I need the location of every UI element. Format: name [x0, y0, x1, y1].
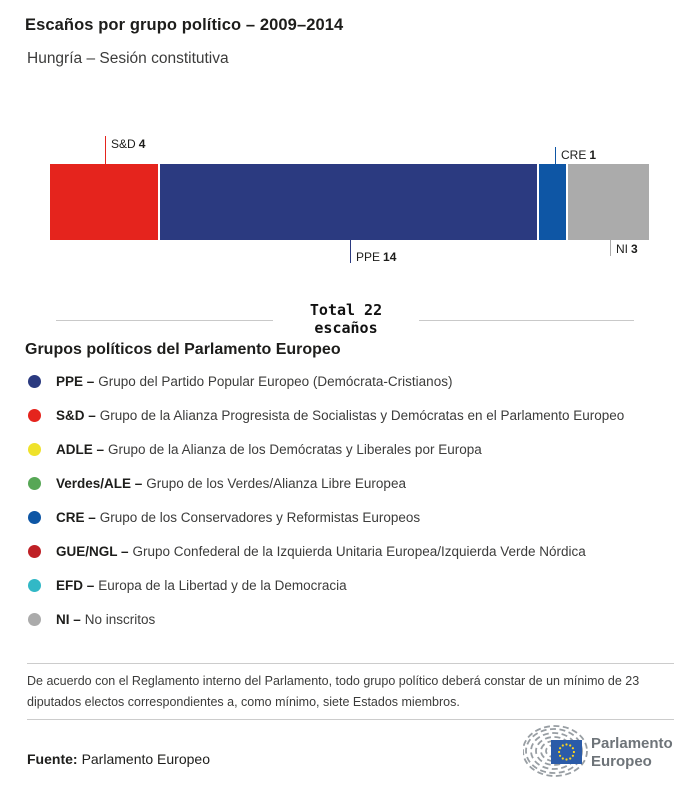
bar-segment-cre — [539, 164, 566, 240]
page-subtitle: Hungría – Sesión constitutiva — [27, 50, 229, 67]
callout-sd-name: S&D — [111, 137, 136, 151]
ppe-dot-icon — [28, 375, 41, 388]
legend — [25, 364, 675, 636]
legend-abbr: GUE/NGL – — [56, 543, 129, 559]
callout-line-sd — [105, 136, 106, 164]
bar-segment-ppe — [160, 164, 537, 240]
callout-ni-name: NI — [616, 242, 628, 256]
efd-dot-icon — [28, 579, 41, 592]
sd-dot-icon — [28, 409, 41, 422]
cre-dot-icon — [28, 511, 41, 524]
legend-desc: No inscritos — [84, 611, 156, 627]
legend-desc: Grupo de la Alianza de los Demócratas y Liberales por Europa — [108, 441, 482, 457]
total-seats-line1: Total 22 — [309, 301, 383, 319]
legend-heading: Grupos políticos del Parlamento Europeo — [25, 341, 341, 358]
total-divider-left — [56, 320, 273, 321]
eu-flag-icon — [551, 740, 582, 764]
callout-ppe-value: 14 — [383, 250, 397, 264]
legend-item-gue-ngl — [25, 534, 675, 568]
total-seats — [273, 302, 419, 337]
callout-ni-value: 3 — [631, 242, 638, 256]
legend-desc: Grupo del Partido Popular Europeo (Demócrata-Cristianos) — [98, 373, 453, 389]
footnote-divider-bottom — [27, 719, 674, 720]
gue-ngl-dot-icon — [28, 545, 41, 558]
callout-line-ni — [610, 240, 611, 256]
legend-abbr: EFD – — [56, 577, 95, 593]
legend-item-ppe — [25, 364, 675, 398]
source-line — [27, 751, 210, 767]
legend-item-verdes-ale — [25, 466, 675, 500]
legend-abbr: NI – — [56, 611, 81, 627]
legend-item-cre — [25, 500, 675, 534]
bar-segment-ni — [568, 164, 649, 240]
callout-line-ppe — [350, 240, 351, 263]
callout-label-ppe — [356, 250, 396, 264]
legend-item-efd — [25, 568, 675, 602]
legend-item-adle — [25, 432, 675, 466]
callout-label-ni — [616, 242, 638, 256]
footnote-line-1: De acuerdo con el Reglamento interno del Parlamento, todo grupo político deberá constar de un mínimo de 23 — [27, 674, 640, 688]
legend-desc: Europa de la Libertad y de la Democracia — [98, 577, 347, 593]
callout-cre-value: 1 — [589, 148, 597, 162]
verdes-ale-dot-icon — [28, 477, 41, 490]
legend-desc: Grupo de la Alianza Progresista de Socialistas y Demócratas en el Parlamento Europeo — [99, 407, 625, 423]
legend-desc: Grupo de los Verdes/Alianza Libre Europea — [146, 475, 406, 491]
legend-item-ni — [25, 602, 675, 636]
callout-cre-name: CRE — [561, 148, 587, 162]
ni-dot-icon — [28, 613, 41, 626]
footnote — [27, 671, 639, 713]
callout-sd-value: 4 — [138, 137, 146, 151]
callout-line-cre — [555, 147, 556, 164]
legend-desc: Grupo de los Conservadores y Reformistas Europeos — [99, 509, 421, 525]
european-parliament-logo — [523, 725, 683, 784]
logo-text-line1: Parlamento — [591, 735, 673, 752]
callout-label-sd — [111, 137, 145, 151]
total-divider-right — [419, 320, 634, 321]
stacked-bar — [50, 164, 649, 240]
footnote-line-2: diputados electos correspondientes a, como mínimo, siete Estados miembros. — [27, 695, 460, 709]
adle-dot-icon — [28, 443, 41, 456]
callout-label-cre — [561, 148, 596, 162]
total-seats-unit: escaños — [314, 318, 378, 337]
legend-abbr: Verdes/ALE – — [56, 475, 143, 491]
legend-abbr: CRE – — [56, 509, 96, 525]
bar-segment-s-d — [50, 164, 158, 240]
legend-abbr: PPE – — [56, 373, 95, 389]
legend-desc: Grupo Confederal de la Izquierda Unitaria Europea/Izquierda Verde Nórdica — [132, 543, 586, 559]
logo-text-line2: Europeo — [591, 753, 652, 770]
callout-ppe-name: PPE — [356, 250, 381, 264]
european-parliament-logo-svg — [523, 725, 683, 779]
source-label: Fuente: — [27, 751, 78, 767]
legend-item-sd — [25, 398, 675, 432]
footnote-divider-top — [27, 663, 674, 664]
source-value: Parlamento Europeo — [81, 751, 210, 767]
legend-abbr: ADLE – — [56, 441, 105, 457]
legend-abbr: S&D – — [56, 407, 96, 423]
page-title: Escaños por grupo político – 2009–2014 — [25, 16, 344, 34]
